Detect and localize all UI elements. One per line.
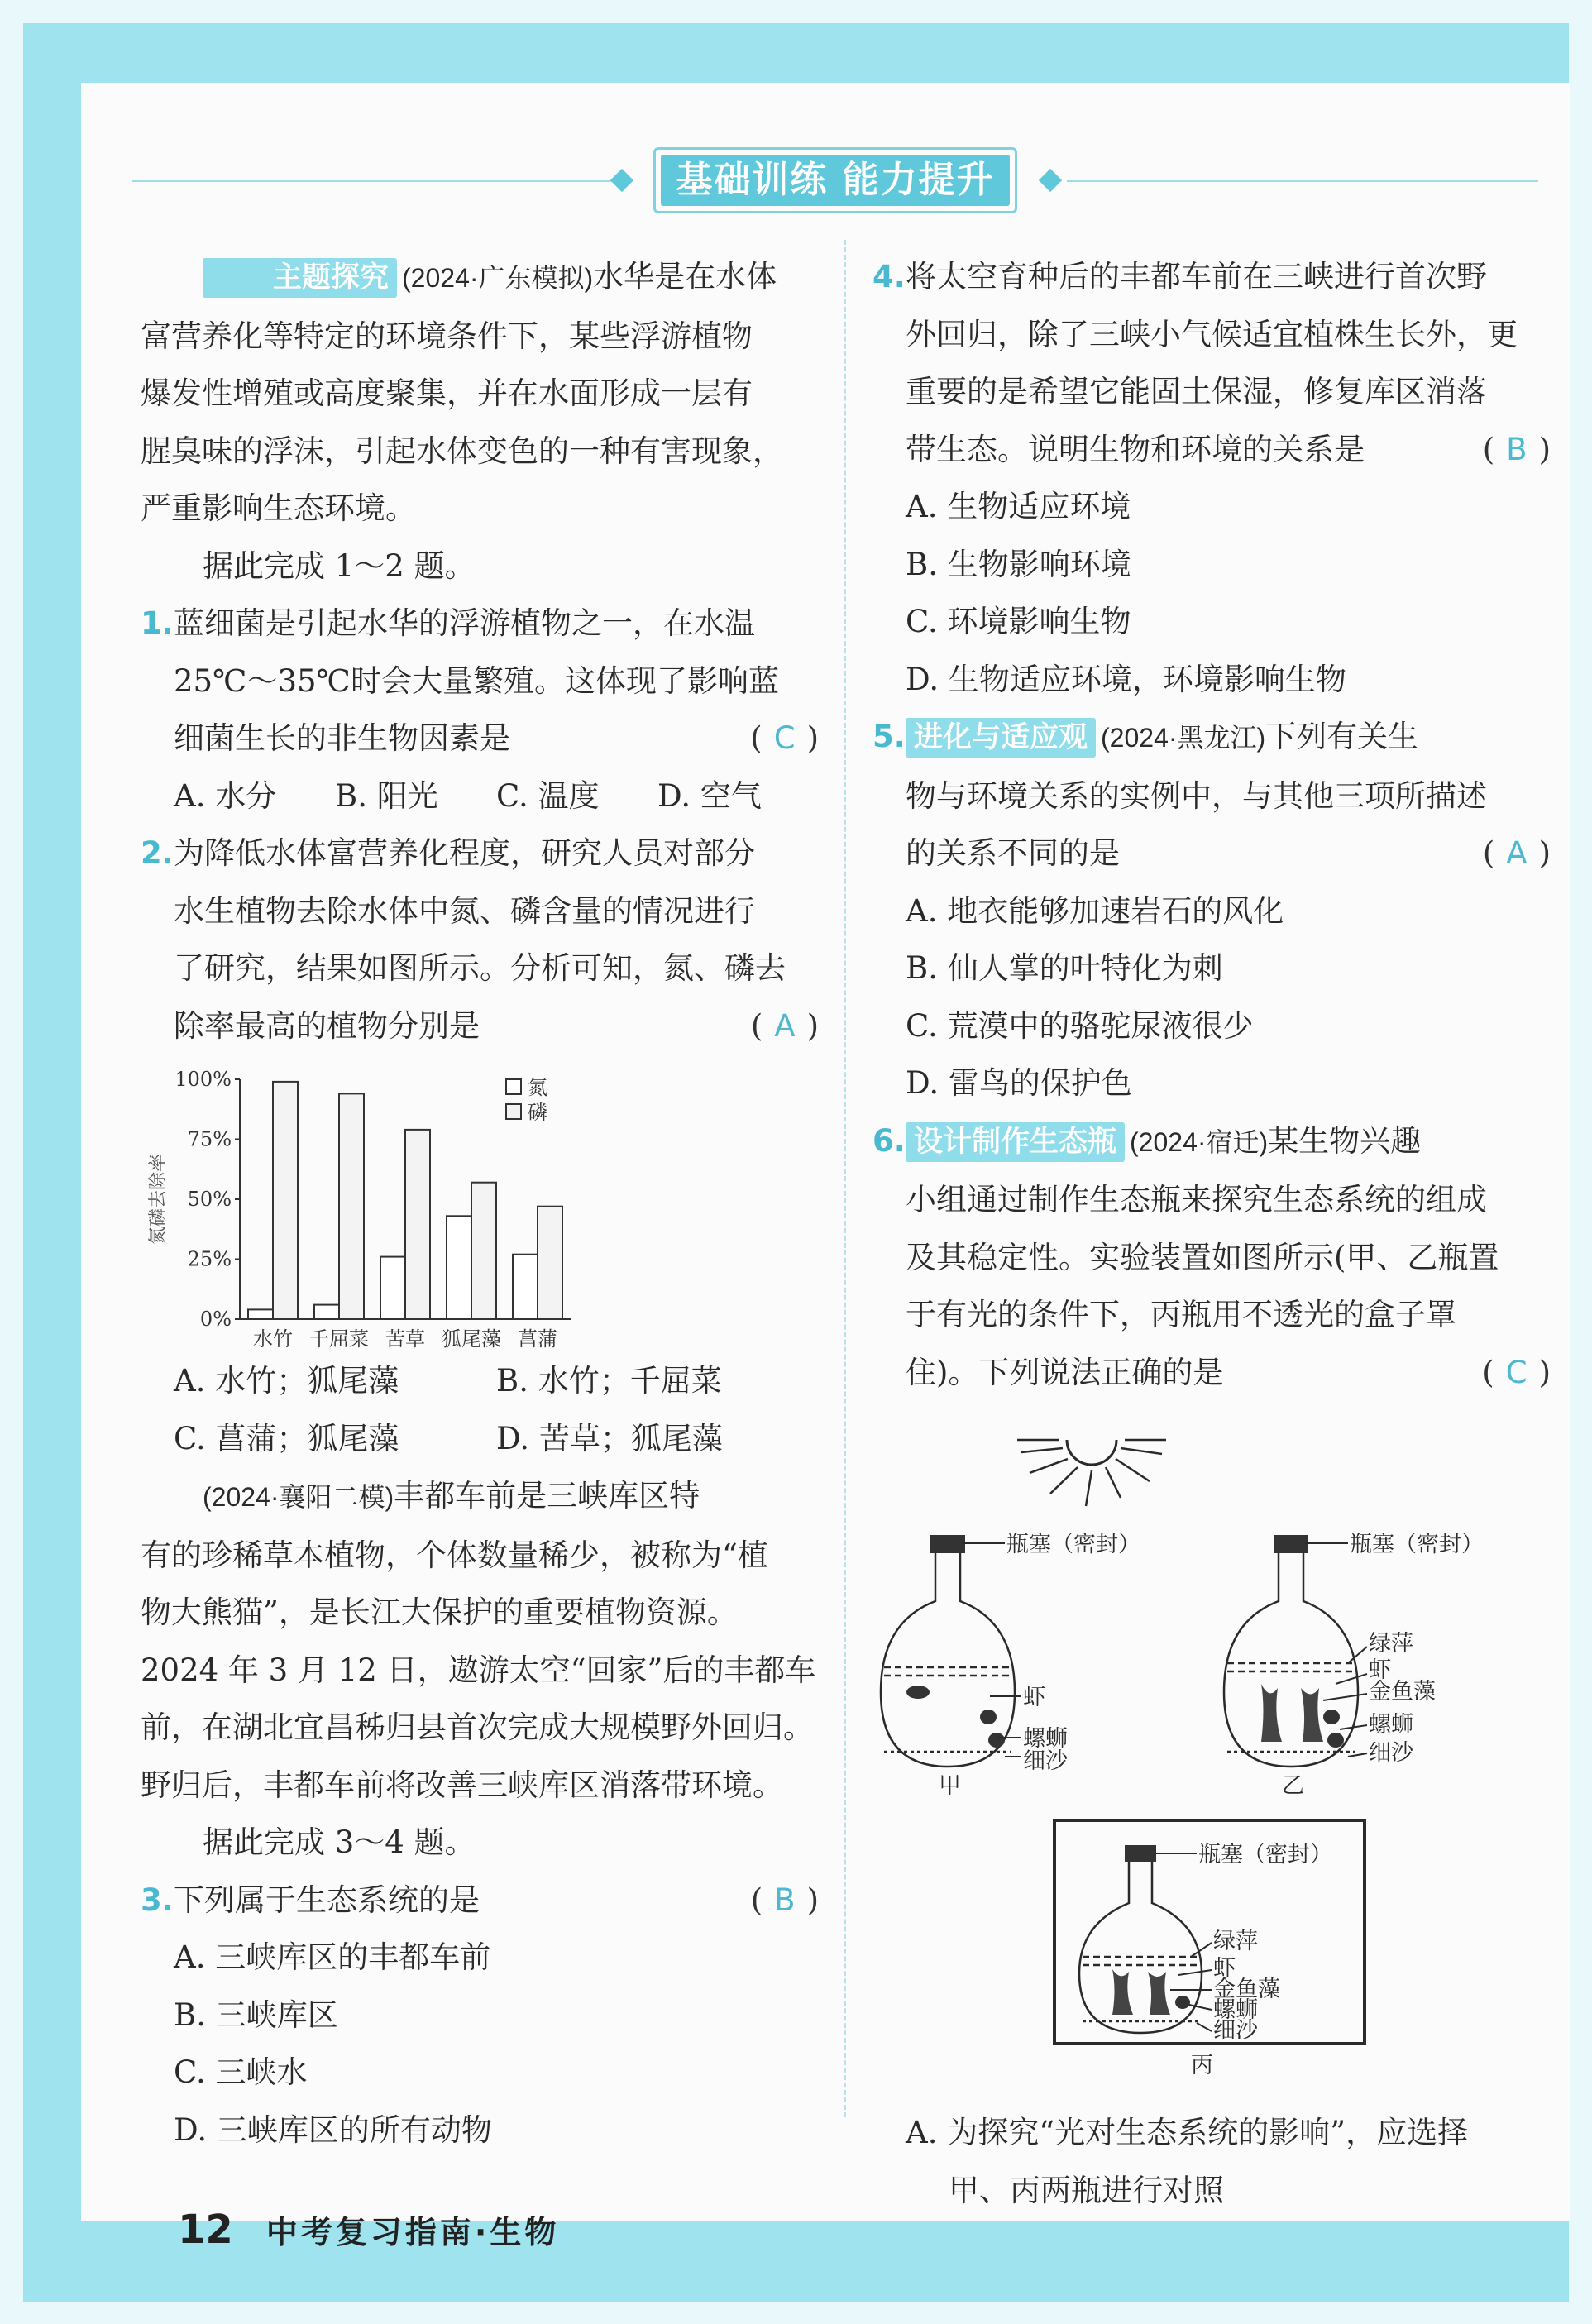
label-hornwort-c: 金鱼藻 <box>1213 1977 1280 2002</box>
text-line: 带生态。说明生物和环境的关系是 <box>906 431 1365 467</box>
option-row <box>141 1352 819 1410</box>
bar-磷-狐尾藻 <box>471 1183 496 1319</box>
source-note: (2024·宿迁) <box>1130 1126 1269 1157</box>
question-stem: 下列属于生态系统的是 <box>174 1882 480 1918</box>
right-column <box>872 248 1551 2219</box>
answer-bracket: ( A ) <box>1482 835 1551 871</box>
option-a: A. 水分 <box>174 777 277 814</box>
option-d: D. 雷鸟的保护色 <box>906 1065 1132 1101</box>
section-banner <box>132 147 1538 213</box>
label-hornwort-b: 金鱼藻 <box>1369 1679 1436 1705</box>
option-a: A. 生物适应环境 <box>906 489 1131 524</box>
label-shrimp-a: 虾 <box>1023 1685 1045 1710</box>
option-a: A. 三峡库区的丰都车前 <box>174 1939 491 1975</box>
text-line: 蓝细菌是引起水华的浮游植物之一，在水温 <box>174 605 755 641</box>
option-b: B. 三峡库区 <box>174 1996 338 2033</box>
answer: C <box>1505 1354 1527 1390</box>
x-tick-label: 菖蒲 <box>518 1327 557 1351</box>
bar-chart <box>141 1063 819 1352</box>
legend-label: 氮 <box>528 1076 547 1099</box>
label-duckweed-b: 绿萍 <box>1369 1631 1413 1657</box>
column-divider <box>844 240 846 2117</box>
question-number: 5. <box>872 719 906 754</box>
text-line: 物大熊猫”，是长江大保护的重要植物资源。 <box>141 1595 738 1630</box>
intro-paragraph <box>141 248 819 308</box>
question-number: 1. <box>141 605 174 641</box>
option-a-line-2: 甲、丙两瓶进行对照 <box>949 2172 1224 2208</box>
text-line: 的关系不同的是 <box>906 835 1120 871</box>
answer: B <box>1506 431 1527 467</box>
text-line: 为降低水体富营养化程度，研究人员对部分 <box>174 835 755 871</box>
text-line: 水生植物去除水体中氮、磷含量的情况进行 <box>174 892 755 929</box>
x-tick-label: 苦草 <box>385 1327 425 1351</box>
text-line: 前，在湖北宜昌秭归县首次完成大规模野外回归。 <box>141 1710 814 1745</box>
banner-title-box <box>653 147 1017 213</box>
prompt-text: 据此完成 1～2 题。 <box>203 548 476 584</box>
banner-line-left <box>132 180 629 182</box>
bar-磷-苦草 <box>405 1130 430 1319</box>
answer-bracket: ( C ) <box>1482 1354 1551 1390</box>
text-line: 及其稳定性。实验装置如图所示(甲、乙瓶置 <box>906 1239 1499 1275</box>
page-number: 12 <box>178 2207 233 2253</box>
flask-label-b: 乙 <box>1282 1773 1304 1799</box>
answer-bracket: ( C ) <box>750 720 819 756</box>
topic-tag: 设计制作生态瓶 <box>906 1122 1125 1162</box>
label-stopper-c: 瓶塞（密封） <box>1198 1842 1332 1867</box>
option-d: D. 生物适应环境，环境影响生物 <box>906 661 1346 697</box>
legend-swatch <box>506 1079 521 1094</box>
text-line: 除率最高的植物分别是 <box>174 1007 480 1044</box>
text-line: 下列有关生 <box>1265 719 1419 754</box>
answer: B <box>774 1882 796 1918</box>
source-note: (2024·襄阳二模) <box>203 1482 394 1512</box>
bar-磷-菖蒲 <box>538 1207 562 1319</box>
text-line: 细菌生长的非生物因素是 <box>174 720 510 756</box>
text-line: 小组通过制作生态瓶来探究生态系统的组成 <box>906 1182 1487 1217</box>
topic-tag: 进化与适应观 <box>906 718 1096 758</box>
text-line: 于有光的条件下，丙瓶用不透光的盒子罩 <box>906 1297 1456 1332</box>
x-tick-label: 千屈菜 <box>309 1327 369 1351</box>
option-d: D. 空气 <box>657 777 762 814</box>
text-line: 重要的是希望它能固土保湿，修复库区消落 <box>906 374 1487 409</box>
bar-磷-水竹 <box>273 1082 298 1319</box>
label-snail-c: 螺蛳 <box>1213 1997 1258 2023</box>
option-d: D. 苦草；狐尾藻 <box>496 1420 723 1456</box>
bar-磷-千屈菜 <box>339 1093 364 1319</box>
option-a-line-1: A. 为探究“光对生态系统的影响”，应选择 <box>906 2115 1469 2150</box>
y-axis-label: 氮磷去除率 <box>148 1153 169 1246</box>
label-sand-c: 细沙 <box>1213 2018 1258 2044</box>
passage-2 <box>141 1467 819 1527</box>
flask-b <box>1224 1535 1358 1767</box>
y-tick-label: 0% <box>199 1308 232 1331</box>
source-note: (2024·黑龙江) <box>1101 723 1266 753</box>
answer-bracket: ( B ) <box>1482 431 1551 467</box>
prompt-text: 据此完成 3～4 题。 <box>203 1824 476 1860</box>
option-a: A. 地衣能够加速岩石的风化 <box>906 892 1284 929</box>
label-shrimp-b: 虾 <box>1369 1657 1391 1683</box>
option-c: C. 菖蒲；狐尾藻 <box>174 1420 399 1456</box>
option-c: C. 环境影响生物 <box>906 604 1131 639</box>
text-line: 2024 年 3 月 12 日，遨游太空“回家”后的丰都车 <box>141 1652 816 1688</box>
y-tick-label: 50% <box>187 1188 232 1211</box>
text-line: 物与环境关系的实例中，与其他三项所描述 <box>906 777 1487 814</box>
y-tick-label: 25% <box>187 1247 232 1271</box>
answer-bracket: ( B ) <box>750 1882 819 1918</box>
answer-bracket: ( A ) <box>750 1007 819 1044</box>
text-line: 25℃～35℃时会大量繁殖。这体现了影响蓝 <box>174 662 779 699</box>
option-a: A. 水竹；狐尾藻 <box>174 1363 399 1399</box>
question-number: 3. <box>141 1882 174 1918</box>
question-6 <box>872 1112 1551 1402</box>
text-line: 了研究，结果如图所示。分析可知，氮、磷去 <box>174 950 786 986</box>
label-sand-a: 细沙 <box>1023 1748 1068 1774</box>
question-3 <box>141 1872 819 1929</box>
text-line: 腥臭味的浮沫，引起水体变色的一种有害现象， <box>141 433 783 469</box>
legend-label: 磷 <box>528 1101 547 1124</box>
flask-label-a: 甲 <box>939 1773 961 1799</box>
question-number: 2. <box>141 835 174 871</box>
option-c: C. 温度 <box>496 777 600 814</box>
question-2 <box>141 825 819 1054</box>
text-line: 将太空育种后的丰都车前在三峡进行首次野 <box>906 259 1487 294</box>
bar-氮-水竹 <box>248 1309 273 1319</box>
chart-svg <box>141 1063 819 1352</box>
ecosystem-bottle-figure <box>872 1411 1551 2089</box>
page-footer <box>178 2207 559 2253</box>
text-line: 野归后，丰都车前将改善三峡库区消落带环境。 <box>141 1767 783 1803</box>
text-line: 爆发性增殖或高度聚集，并在水面形成一层有 <box>141 375 753 411</box>
y-tick-label: 100% <box>174 1068 232 1091</box>
label-stopper-b: 瓶塞（密封） <box>1350 1532 1484 1557</box>
label-stopper-a: 瓶塞（密封） <box>1006 1532 1140 1557</box>
option-row <box>141 1410 819 1468</box>
label-duckweed-c: 绿萍 <box>1213 1929 1258 1954</box>
banner-line-right <box>1067 180 1538 182</box>
answer: A <box>774 1007 796 1044</box>
option-b: B. 阳光 <box>335 777 438 814</box>
bar-氮-狐尾藻 <box>447 1216 471 1319</box>
bar-氮-千屈菜 <box>314 1305 339 1319</box>
sun-icon <box>1017 1440 1166 1506</box>
flask-label-c: 丙 <box>1191 2053 1213 2078</box>
text-line: 水华是在水体 <box>593 259 777 294</box>
option-b: B. 生物影响环境 <box>906 546 1131 582</box>
text-line: 严重影响生态环境。 <box>141 490 416 526</box>
legend-swatch <box>506 1104 521 1119</box>
option-b: B. 仙人掌的叶特化为刺 <box>906 950 1223 986</box>
label-snail-a: 螺蛳 <box>1023 1726 1068 1752</box>
bar-氮-菖蒲 <box>513 1255 538 1319</box>
question-5 <box>872 708 1551 882</box>
x-tick-label: 狐尾藻 <box>442 1327 501 1351</box>
diamond-icon <box>610 169 633 192</box>
topic-tag: 主题探究 <box>203 258 397 298</box>
question-1 <box>141 595 819 767</box>
banner-title: 基础训练 能力提升 <box>661 155 1010 206</box>
text-line: 某生物兴趣 <box>1268 1122 1422 1159</box>
diamond-icon <box>1039 169 1062 192</box>
source-note: (2024·广东模拟) <box>402 263 594 293</box>
text-line: 丰都车前是三峡库区特 <box>394 1478 700 1513</box>
option-row <box>141 767 819 825</box>
question-number: 6. <box>872 1122 906 1159</box>
answer: A <box>1506 835 1527 871</box>
option-c: C. 荒漠中的骆驼尿液很少 <box>906 1007 1254 1044</box>
label-shrimp-c: 虾 <box>1213 1956 1236 1982</box>
flask-a <box>881 1535 1015 1767</box>
y-tick-label: 75% <box>187 1127 232 1151</box>
option-c: C. 三峡水 <box>174 2054 308 2090</box>
x-tick-label: 水竹 <box>253 1327 293 1351</box>
answer: C <box>773 720 796 756</box>
bar-氮-苦草 <box>380 1257 405 1319</box>
text-line: 富营养化等特定的环境条件下，某些浮游植物 <box>141 318 753 354</box>
flask-svg <box>872 1411 1551 2089</box>
question-number: 4. <box>872 259 906 294</box>
left-column <box>141 248 819 2159</box>
text-line: 有的珍稀草本植物，个体数量稀少，被称为“植 <box>141 1537 768 1573</box>
text-line: 外回归，除了三峡小气候适宜植株生长外，更 <box>906 316 1518 352</box>
option-b: B. 水竹；千屈菜 <box>496 1363 722 1399</box>
option-d: D. 三峡库区的所有动物 <box>174 2111 492 2148</box>
question-4 <box>872 248 1551 478</box>
text-line: 住)。下列说法正确的是 <box>906 1354 1224 1390</box>
book-title: 中考复习指南·生物 <box>265 2214 560 2250</box>
flask-c <box>1079 1845 1202 2033</box>
label-sand-b: 细沙 <box>1369 1740 1413 1766</box>
label-snail-b: 螺蛳 <box>1369 1712 1413 1738</box>
